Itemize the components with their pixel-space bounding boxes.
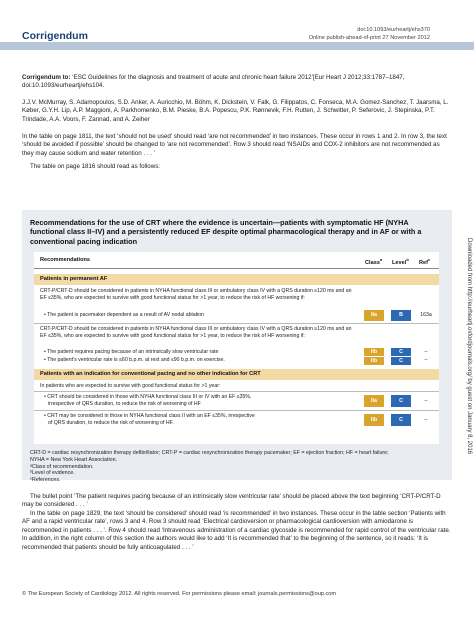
row3-text: In patients who are expected to survive with good functional status for >1 year: bbox=[40, 383, 221, 389]
row3-class-1: IIa bbox=[364, 395, 384, 407]
footnote-abbrev: CRT-D = cardiac resynchronization therapy defibrillator; CRT-P = cardiac resynchronization therapy pacemaker; EF = ejection fraction; HF = heart failure; bbox=[30, 450, 389, 456]
row3-ref-2: – bbox=[424, 417, 428, 423]
correction-paragraph-2: The table on page 1816 should read as follows: bbox=[30, 163, 161, 170]
row2-level-2: C bbox=[391, 357, 411, 365]
table-title: Recommendations for the use of CRT where the evidence is uncertain—patients with symptomatic HF (NYHA functional class II–IV) and a persistently reduced EF despite optimal pharmacological therapy and in AF or with a conventional pacing indication bbox=[30, 218, 422, 246]
row2-class-2: IIb bbox=[364, 357, 384, 365]
download-watermark: Downloaded from http://eurheartj.oxfordjournals.org/ by guest on January 8, 2016 bbox=[466, 238, 472, 455]
section-permanent-af: Patients in permanent AF bbox=[34, 274, 439, 285]
row2-level-1: C bbox=[391, 348, 411, 356]
row-divider bbox=[34, 391, 439, 392]
row2-text: CRT-P/CRT-D should be considered in patients in NYHA functional class III or ambulatory class IV with a QRS duration ≥120 ms and an EF ≤35%, who are expected to survive with good functional status for >1 year, to reduce the risk of HF worsening if: bbox=[40, 326, 352, 339]
row1-bullet: • The patient is pacemaker dependent as a result of AV nodal ablation bbox=[44, 312, 204, 318]
footnote-class: ᵃClass of recommendation. bbox=[30, 463, 94, 470]
header-ref: Ref$^c$ bbox=[419, 257, 431, 266]
header-level: Level$^b$ bbox=[392, 257, 409, 266]
row-divider bbox=[34, 410, 439, 411]
row1-level: B bbox=[391, 310, 411, 321]
header-class: Class$^a$ bbox=[365, 257, 383, 266]
publish-date: Online publish-ahead-of-print 27 November 2012 bbox=[308, 35, 430, 41]
row1-ref: 163a bbox=[420, 312, 432, 318]
row2-ref-2: – bbox=[424, 357, 428, 363]
section-conventional-pacing: Patients with an indication for conventional pacing and no other indication for CRT bbox=[34, 369, 439, 380]
row3-bullet-2b: of QRS duration, to reduce the risk of worsening of HF. bbox=[48, 420, 174, 426]
row3-bullet-2a: • CRT may be considered in those in NYHA functional class II with an EF ≤35%, irrespective bbox=[44, 413, 255, 419]
row3-ref-1: – bbox=[424, 398, 428, 404]
row-divider bbox=[34, 323, 439, 324]
closing-paragraph-2: In the table on page 1829, the text ‘should be considered’ should read ‘is recommended’ in two instances. These occur in the table section ‘Patients with AF and a rapid ventricular rate’, rows 3 and 4. Row 3 should read ‘Electrical cardioversion or pharmacological cardioversion with amiodarone is recommended in patients . . . ’. Row 4 should read ‘Intravenous administration of a cardiac glycoside is recommended for rapid control of the ventricular rate. In addition, in the right column of this section the authors would like to add ‘It is recommended that’ to the beginning of the sentence, so it reads: ‘It is recommended that patients should be fully anticoagulated . . . ’ bbox=[22, 510, 451, 551]
footnote-nyha: NYHA = New York Heart Association. bbox=[30, 456, 117, 463]
citation-text: ‘ESC Guidelines for the diagnosis and treatment of acute and chronic heart failure 2012’[Eur Heart J 2012;33:1787–1847, doi:10.1093/eurheartj/ehs104. bbox=[22, 74, 405, 90]
header-rule bbox=[0, 42, 474, 50]
header-recommendations: Recommendations bbox=[40, 257, 91, 263]
row3-level-2: C bbox=[391, 414, 411, 426]
row2-class-1: IIb bbox=[364, 348, 384, 356]
row3-level-1: C bbox=[391, 395, 411, 407]
recommendation-table bbox=[34, 252, 439, 444]
row3-bullet-1b: irrespective of QRS duration, to reduce the risk of worsening of HF bbox=[48, 401, 201, 407]
row2-bullet-2: • The patient's ventricular rate is ≤60 b.p.m. at rest and ≤90 b.p.m. on exercise. bbox=[44, 357, 225, 363]
author-list: J.J.V. McMurray, S. Adamopoulos, S.D. Anker, A. Auricchio, M. Böhm, K. Dickstein, V. Falk, G. Filippatos, C. Fonseca, M.A. Gomez-Sanchez, T. Jaarsma, L. Køber, G.Y.H. Lip, A.P. Maggioni, A. Parkhomenko, B.M. Pieske, B.A. Popescu, P.K. Rønnevik, F.H. Rutten, J. Schwitter, P. Seferovic, J. Stepinska, P.T. Trindade, A.A. Voors, F. Zannad, and A. Zeiher bbox=[22, 99, 449, 123]
doi-text[interactable]: doi:10.1093/eurheartj/ehs370 bbox=[357, 27, 430, 33]
correction-paragraph-1: In the table on page 1811, the text ‘should not be used’ should read ‘are not recommended’ in two instances. These occur in rows 1 and 2. In row 3, the text ‘should be avoided if possible’ should be changed to ‘are not recommended’. Row 3 should read ‘NSAIDs and COX-2 inhibitors are not recommended as they may cause sodium and water retention . . . ’ bbox=[22, 133, 447, 157]
row3-class-2: IIb bbox=[364, 414, 384, 426]
row2-ref-1: – bbox=[424, 349, 428, 355]
doi-block bbox=[309, 26, 430, 42]
row1-text: CRT-P/CRT-D should be considered in patients in NYHA functional class III or ambulatory class IV with a QRS duration ≥120 ms and an EF ≤35%, who are expected to survive with good functional status for >1 year, to reduce the risk of HF worsening if: bbox=[40, 288, 352, 301]
citation-paragraph bbox=[22, 74, 452, 91]
corrigendum-lead: Corrigendum to: bbox=[22, 74, 71, 81]
row2-bullet-1: • The patient requires pacing because of an intrinsically slow ventricular rate bbox=[44, 349, 219, 355]
table-header-row bbox=[34, 252, 439, 269]
row3-bullet-1a: • CRT should be considered in those with NYHA functional class III or IV with an EF ≤35%, bbox=[44, 394, 252, 400]
footnote-level: ᵇLevel of evidence. bbox=[30, 470, 75, 477]
page-title: Corrigendum bbox=[22, 30, 92, 42]
copyright-notice: © The European Society of Cardiology 2012. All rights reserved. For permissions please email: journals.permissions@oup.com bbox=[22, 591, 337, 597]
table-footnotes bbox=[30, 450, 389, 484]
footnote-references: ᶜReferences. bbox=[30, 477, 61, 484]
closing-paragraph-1: The bullet point ‘The patient requires pacing because of an intrinsically slow ventricular rate’ should be placed above the text beginning ‘CRT-P/CRT-D may be considered . . . ’ bbox=[22, 493, 441, 509]
recommendation-table-box bbox=[22, 210, 452, 484]
row1-class: IIa bbox=[364, 310, 384, 321]
